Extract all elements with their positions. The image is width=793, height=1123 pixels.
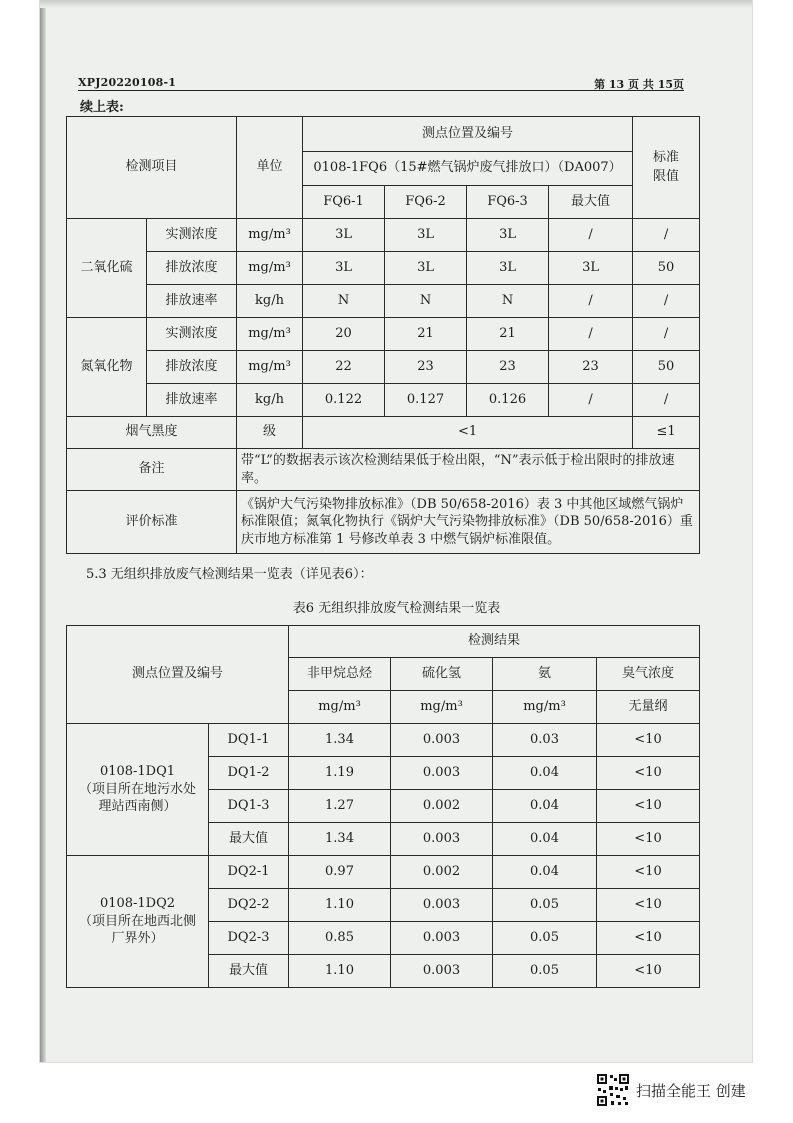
- value-cell: 0.05: [493, 889, 597, 922]
- smoke-label: 烟气黑度: [67, 417, 237, 449]
- header-item: 检测项目: [67, 117, 237, 219]
- limit-cell: 50: [633, 351, 700, 384]
- page-top-shadow: [40, 0, 752, 8]
- unit-cell: kg/h: [237, 384, 303, 417]
- value-cell: N: [467, 285, 549, 318]
- value-cell: N: [385, 285, 467, 318]
- value-cell: 0.05: [493, 955, 597, 988]
- remark-label: 备注: [67, 449, 237, 491]
- unit-cell: mg/m³: [237, 318, 303, 351]
- limit-cell: 50: [633, 252, 700, 285]
- table-caption: 表6 无组织排放废气检测结果一览表: [292, 601, 501, 616]
- value-cell: 3L: [385, 252, 467, 285]
- header-location: 测点位置及编号: [67, 626, 289, 724]
- value-cell: <10: [597, 724, 700, 757]
- smoke-limit: ≤1: [633, 417, 700, 449]
- param-header: 硫化氢: [391, 658, 493, 691]
- value-cell: 0.97: [289, 856, 391, 889]
- param-name: 排放速率: [147, 384, 237, 417]
- limit-cell: /: [633, 219, 700, 252]
- value-cell: <10: [597, 922, 700, 955]
- value-cell: 1.10: [289, 889, 391, 922]
- value-cell: 0.03: [493, 724, 597, 757]
- value-cell: 0.04: [493, 790, 597, 823]
- value-cell: /: [549, 384, 633, 417]
- value-cell: 3L: [467, 252, 549, 285]
- scanner-brand-text: 扫描全能王 创建: [636, 1082, 746, 1100]
- param-name: 排放速率: [147, 285, 237, 318]
- sample-id: DQ2-3: [209, 922, 289, 955]
- value-cell: 1.10: [289, 955, 391, 988]
- location-name: 0108-1FQ6（15#燃气锅炉废气排放口）（DA007）: [303, 152, 633, 186]
- value-cell: 0.126: [467, 384, 549, 417]
- header-location: 测点位置及编号: [303, 117, 633, 152]
- param-name: 排放浓度: [147, 252, 237, 285]
- value-cell: 0.05: [493, 922, 597, 955]
- value-cell: 3L: [467, 219, 549, 252]
- unit-cell: mg/m³: [237, 252, 303, 285]
- header-unit: 单位: [237, 117, 303, 219]
- value-cell: 0.04: [493, 757, 597, 790]
- value-cell: <10: [597, 823, 700, 856]
- value-cell: 0.002: [391, 856, 493, 889]
- value-cell: /: [549, 285, 633, 318]
- group-name: 氮氧化物: [67, 318, 147, 417]
- page-header: [78, 76, 684, 90]
- sample-id: DQ1-1: [209, 724, 289, 757]
- fugitive-emission-table: [66, 625, 700, 988]
- unit-cell: kg/h: [237, 285, 303, 318]
- value-cell: <10: [597, 889, 700, 922]
- value-cell: 23: [549, 351, 633, 384]
- sample-id: 最大值: [209, 823, 289, 856]
- value-cell: 23: [467, 351, 549, 384]
- value-cell: 0.85: [289, 922, 391, 955]
- value-cell: 0.003: [391, 922, 493, 955]
- continued-label: 续上表:: [80, 100, 124, 115]
- standard-label: 评价标准: [67, 491, 237, 554]
- sample-id: DQ2-1: [209, 856, 289, 889]
- standard-text: 《锅炉大气污染物排放标准》（DB 50/658-2016）表 3 中其他区域燃气锅炉标准限值；氮氧化物执行《锅炉大气污染物排放标准》（DB 50/658-2016）重庆市地方标准第 1 号修改单表 3 中燃气锅炉标准限值。: [237, 491, 700, 554]
- value-cell: 0.127: [385, 384, 467, 417]
- smoke-value: <1: [303, 417, 633, 449]
- sample-id: DQ1-2: [209, 757, 289, 790]
- value-cell: 1.34: [289, 823, 391, 856]
- value-cell: 0.04: [493, 856, 597, 889]
- value-cell: 0.122: [303, 384, 385, 417]
- document-code: XPJ20220108-1: [78, 76, 177, 89]
- unit-header: mg/m³: [289, 691, 391, 724]
- unit-cell: mg/m³: [237, 219, 303, 252]
- qr-code-icon: [596, 1073, 630, 1107]
- sample-col: FQ6-1: [303, 186, 385, 219]
- value-cell: 0.04: [493, 823, 597, 856]
- param-header: 非甲烷总烃: [289, 658, 391, 691]
- value-cell: <10: [597, 856, 700, 889]
- unit-cell: mg/m³: [237, 351, 303, 384]
- sample-col: 最大值: [549, 186, 633, 219]
- boiler-emission-table: [66, 116, 700, 554]
- value-cell: 1.27: [289, 790, 391, 823]
- value-cell: <10: [597, 790, 700, 823]
- sample-id: DQ2-2: [209, 889, 289, 922]
- header-divider: [78, 90, 684, 91]
- section-title: 5.3 无组织排放废气检测结果一览表（详见表6）：: [86, 567, 373, 582]
- sample-col: FQ6-3: [467, 186, 549, 219]
- value-cell: <10: [597, 955, 700, 988]
- value-cell: 23: [385, 351, 467, 384]
- value-cell: 20: [303, 318, 385, 351]
- limit-cell: /: [633, 384, 700, 417]
- param-name: 实测浓度: [147, 219, 237, 252]
- value-cell: 3L: [385, 219, 467, 252]
- param-name: 排放浓度: [147, 351, 237, 384]
- unit-header: mg/m³: [493, 691, 597, 724]
- page-edge-shadow: [40, 0, 46, 1062]
- site-name: 0108-1DQ1 （项目所在地污水处理站西南侧）: [67, 724, 209, 856]
- param-header: 氨: [493, 658, 597, 691]
- value-cell: 3L: [549, 252, 633, 285]
- sample-id: DQ1-3: [209, 790, 289, 823]
- remark-text: 带“L”的数据表示该次检测结果低于检出限，“N”表示低于检出限时的排放速率。: [237, 449, 700, 491]
- value-cell: /: [549, 318, 633, 351]
- smoke-unit: 级: [237, 417, 303, 449]
- header-results: 检测结果: [289, 626, 700, 658]
- header-limit: 标准限值: [633, 117, 700, 219]
- limit-cell: /: [633, 285, 700, 318]
- group-name: 二氧化硫: [67, 219, 147, 318]
- sample-id: 最大值: [209, 955, 289, 988]
- value-cell: 21: [385, 318, 467, 351]
- page-number: 第 13 页 共 15页: [594, 78, 684, 91]
- value-cell: <10: [597, 757, 700, 790]
- value-cell: 0.003: [391, 955, 493, 988]
- limit-cell: /: [633, 318, 700, 351]
- value-cell: 0.002: [391, 790, 493, 823]
- value-cell: 0.003: [391, 823, 493, 856]
- value-cell: 21: [467, 318, 549, 351]
- value-cell: 0.003: [391, 889, 493, 922]
- site-name: 0108-1DQ2 （项目所在地西北侧厂界外）: [67, 856, 209, 988]
- value-cell: 1.34: [289, 724, 391, 757]
- value-cell: 0.003: [391, 724, 493, 757]
- param-header: 臭气浓度: [597, 658, 700, 691]
- value-cell: 22: [303, 351, 385, 384]
- value-cell: N: [303, 285, 385, 318]
- sample-col: FQ6-2: [385, 186, 467, 219]
- value-cell: 3L: [303, 219, 385, 252]
- value-cell: 0.003: [391, 757, 493, 790]
- unit-header: mg/m³: [391, 691, 493, 724]
- param-name: 实测浓度: [147, 318, 237, 351]
- unit-header: 无量纲: [597, 691, 700, 724]
- value-cell: 3L: [303, 252, 385, 285]
- value-cell: /: [549, 219, 633, 252]
- value-cell: 1.19: [289, 757, 391, 790]
